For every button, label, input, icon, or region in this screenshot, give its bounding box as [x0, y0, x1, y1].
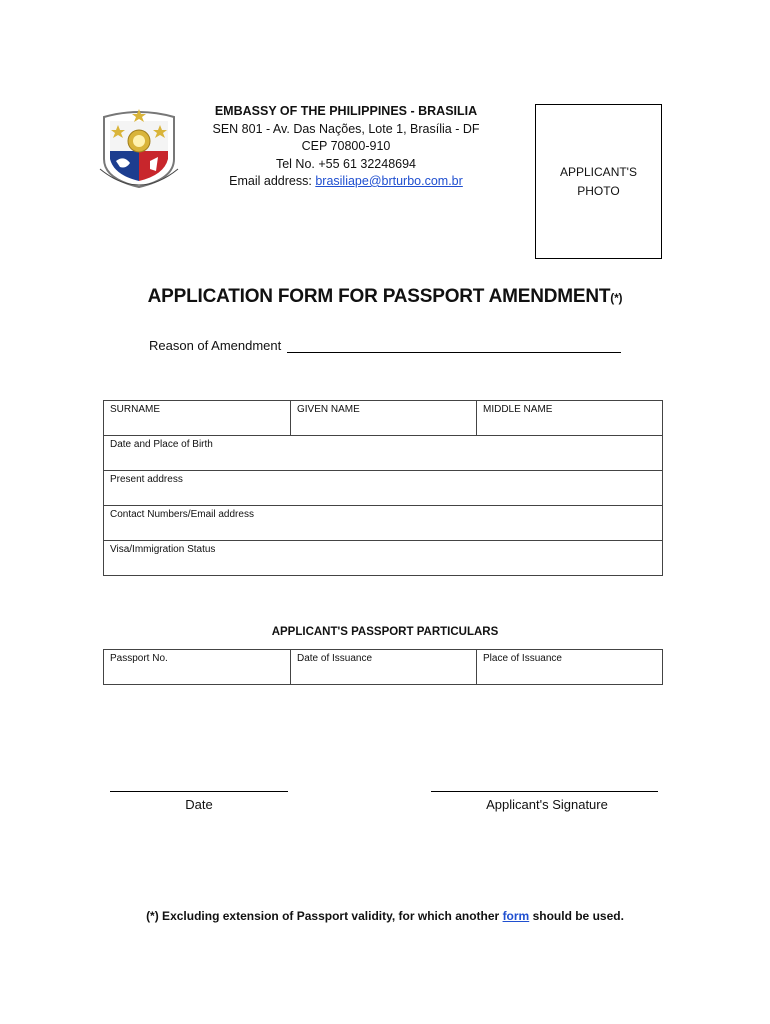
personal-details-table — [103, 400, 663, 576]
embassy-email-row — [196, 173, 496, 191]
footnote — [0, 909, 770, 923]
table-row — [104, 506, 663, 541]
photo-label-line2: PHOTO — [577, 183, 620, 198]
issuance-place-field[interactable]: Place of Issuance — [477, 650, 663, 685]
reason-label: Reason of Amendment — [149, 338, 282, 353]
reason-input-line[interactable] — [287, 352, 621, 353]
signature-label: Applicant's Signature — [486, 797, 608, 812]
form-link[interactable]: form — [502, 909, 530, 923]
passport-number-field[interactable]: Passport No. — [104, 650, 291, 685]
form-title — [0, 286, 770, 308]
birth-field[interactable]: Date and Place of Birth — [104, 436, 663, 471]
passport-section-title: APPLICANT'S PASSPORT PARTICULARS — [271, 626, 499, 638]
contact-field[interactable]: Contact Numbers/Email address — [104, 506, 663, 541]
address-field[interactable]: Present address — [104, 471, 663, 506]
photo-label-line1: APPLICANT'S — [560, 164, 637, 179]
table-row — [104, 650, 663, 685]
table-row — [104, 541, 663, 576]
signature-line[interactable] — [431, 791, 658, 792]
form-title-text: APPLICATION FORM FOR PASSPORT AMENDMENT — [147, 286, 611, 307]
applicant-photo-box — [535, 104, 662, 259]
given-name-field[interactable]: GIVEN NAME — [291, 401, 477, 436]
date-label: Date — [185, 797, 213, 812]
date-line[interactable] — [110, 791, 288, 792]
surname-field[interactable]: SURNAME — [104, 401, 291, 436]
visa-status-field[interactable]: Visa/Immigration Status — [104, 541, 663, 576]
form-title-mark: (*) — [610, 291, 623, 305]
embassy-address-line1: SEN 801 - Av. Das Nações, Lote 1, Brasília - DF — [212, 121, 480, 136]
issuance-date-field[interactable]: Date of Issuance — [291, 650, 477, 685]
embassy-seal — [92, 103, 186, 197]
embassy-address-line2: CEP 70800-910 — [301, 139, 391, 153]
footnote-after: should be used. — [529, 909, 624, 923]
embassy-phone: Tel No. +55 61 32248694 — [275, 156, 417, 171]
passport-table — [103, 649, 663, 685]
footnote-before: (*) Excluding extension of Passport validity, for which another — [146, 909, 503, 923]
table-row — [104, 436, 663, 471]
email-link[interactable]: brasiliape@brturbo.com.br — [315, 174, 463, 188]
table-row — [104, 401, 663, 436]
email-label: Email address: — [229, 174, 316, 188]
embassy-name: EMBASSY OF THE PHILIPPINES - BRASILIA — [214, 104, 478, 118]
middle-name-field[interactable]: MIDDLE NAME — [477, 401, 663, 436]
embassy-header — [196, 103, 496, 191]
table-row — [104, 471, 663, 506]
